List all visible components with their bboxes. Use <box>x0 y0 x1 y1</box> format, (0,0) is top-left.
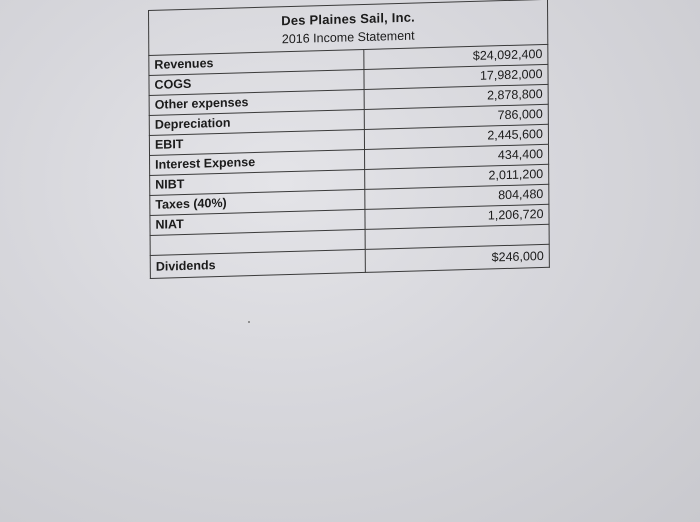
row-value: 2,445,600 <box>364 124 549 149</box>
paper-speck <box>248 321 250 323</box>
row-value: 2,878,800 <box>364 84 549 109</box>
row-label: NIAT <box>150 209 365 235</box>
row-label: EBIT <box>149 129 364 155</box>
row-label: Revenues <box>149 49 364 75</box>
dividends-label: Dividends <box>150 249 365 278</box>
row-label: Other expenses <box>149 89 364 115</box>
statement-title: 2016 Income Statement <box>281 28 415 47</box>
row-label: COGS <box>149 69 364 95</box>
row-value: 17,982,000 <box>363 64 548 89</box>
income-statement-table <box>148 0 548 274</box>
dividends-value: $246,000 <box>365 244 550 272</box>
row-label: Interest Expense <box>150 149 365 175</box>
row-label: Taxes (40%) <box>150 189 365 215</box>
row-value: 1,206,720 <box>364 204 549 229</box>
row-value: 786,000 <box>364 104 549 129</box>
row-value: $24,092,400 <box>363 44 548 69</box>
row-value: 804,480 <box>364 184 549 209</box>
row-value: 2,011,200 <box>364 164 549 189</box>
row-label: Depreciation <box>149 109 364 135</box>
row-value: 434,400 <box>364 144 549 169</box>
row-label: NIBT <box>150 169 365 195</box>
company-name: Des Plaines Sail, Inc. <box>281 9 416 29</box>
statement-grid <box>148 44 550 279</box>
